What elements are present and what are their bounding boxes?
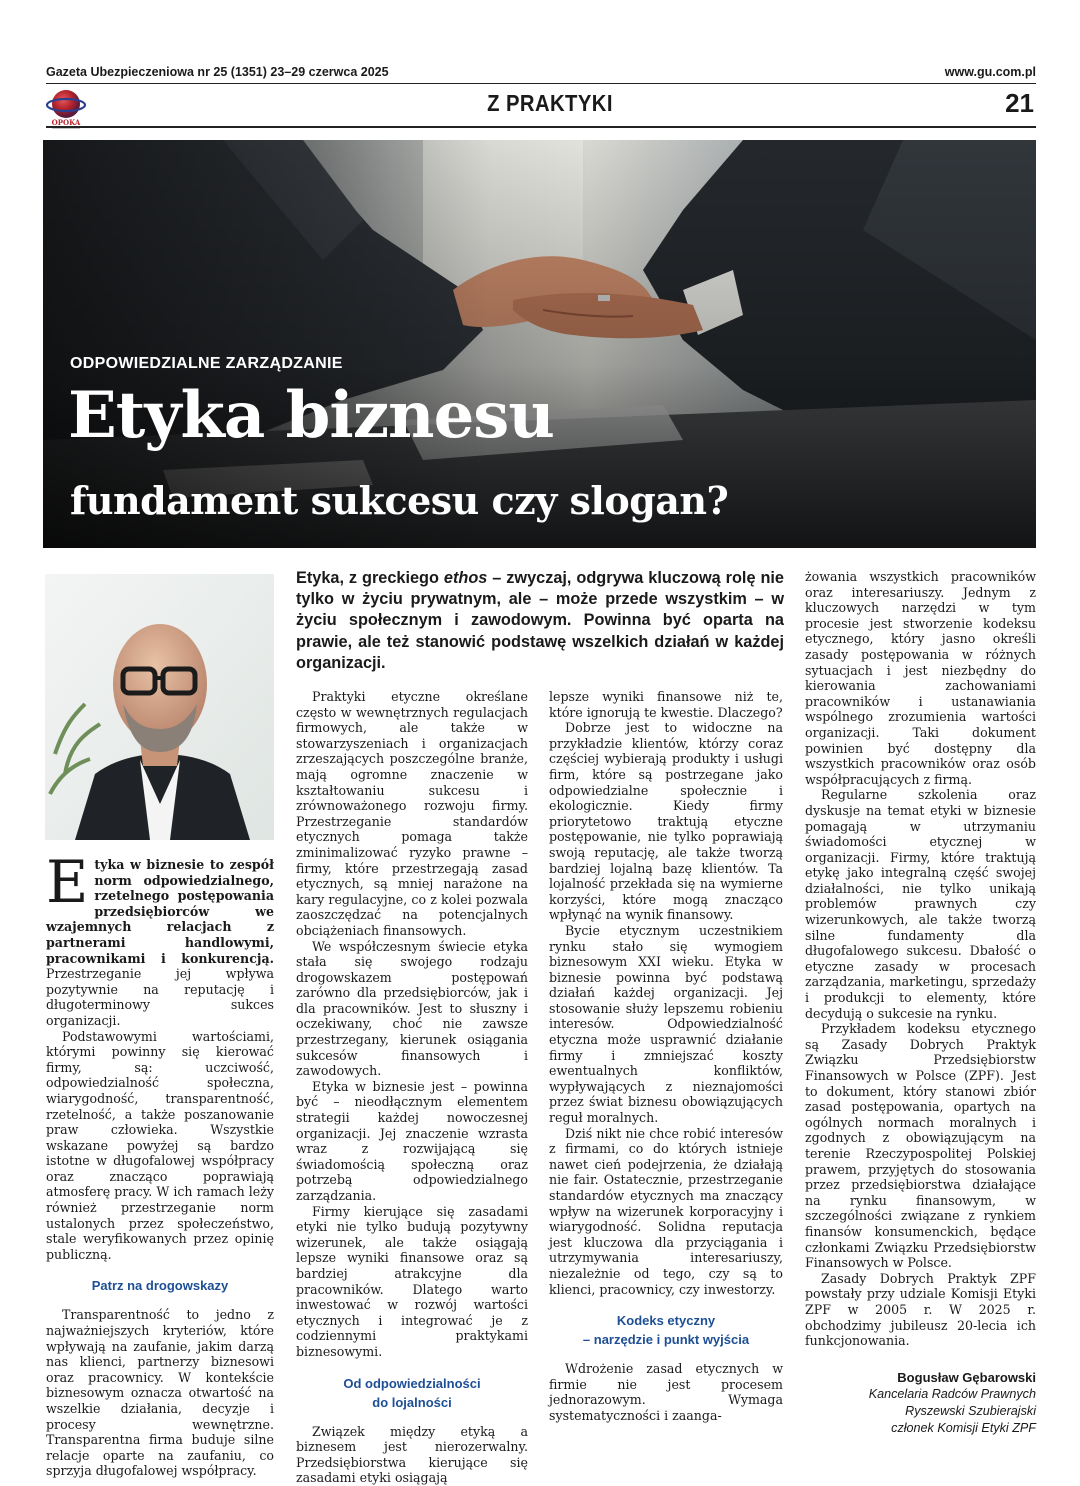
- lead-text-1: Etyka, z greckiego: [296, 569, 444, 587]
- intro-bold: tyka w biznesie to zespół norm odpowiedzialnego, rzetelnego postępowania przedsiębiorców we wzajemnych relacjach z partnerami handlowymi, pracownikami i konkurencją.: [46, 857, 274, 966]
- lead-text-2: – zwyczaj, odgrywa kluczową rolę nie tylko w życiu prywatnym, ale – może przede wszystkim – w życiu społecznym i zawodowym. Powinna być oparta na prawie, ale też stanowić podstawę wszelkich działań w każdej organizacji.: [296, 569, 784, 672]
- article-lead: [296, 568, 784, 674]
- subheading: [549, 1311, 783, 1349]
- paragraph: Dobrze jest to widoczne na przykładzie klientów, którzy coraz częściej wybierają produkty i usługi firm, które są postrzegane jako odpowiedzialne społecznie i ekologicznie. Kiedy firmy priorytetowo traktują etyczne postępowanie, nie tylko poprawiają swoją reputację, ale także tworzą bardziej lojalną bazę klientów. Ta lojalność przekłada się na wymierne korzyści, które mogą znacząco wpłynąć na wynik finansowy.: [549, 720, 783, 923]
- paragraph: Wdrożenie zasad etycznych w firmie nie jest procesem jednorazowym. Wymaga systematyczności i zaanga-: [549, 1361, 783, 1423]
- paragraph: Bycie etycznym uczestnikiem rynku stało się wymogiem biznesowym XXI wieku. Etyka w biznesie powinna być podstawą działań każdej organizacji. Jej stosowanie służy lepszemu robieniu interesów. Odpowiedzialność etyczna może usprawnić działanie firmy i zmniejszać koszty ewentualnych konfliktów, wypływających z nieznajomości przez świat biznesu obowiązujących reguł moralnych.: [549, 922, 783, 1126]
- header-rule: [46, 126, 1036, 128]
- author-photo: [45, 574, 274, 840]
- article-subtitle: fundament sukcesu czy slogan?: [70, 478, 729, 523]
- intro-paragraph: [46, 848, 274, 1029]
- subheading-line-2: – narzędzie i punkt wyjścia: [582, 1332, 750, 1348]
- subheading-line-1: Kodeks etyczny: [616, 1313, 716, 1329]
- paragraph: We współczesnym świecie etyka stała się swojego rodzaju drogowskazem postępowań zarówno dla przedsiębiorców, jak i dla pracowników. Jest to słuszny i oczekiwany, choć nie zawsze przestrzegany, kierunek osiągania sukcesów finansowych i zawodowych.: [296, 938, 528, 1079]
- author-affiliation: Ryszewski Szubierajski: [905, 1403, 1036, 1418]
- hero-kicker: ODPOWIEDZIALNE ZARZĄDZANIE: [70, 355, 343, 372]
- masthead-bar: [46, 63, 1036, 84]
- section-title: Z PRAKTYKI: [487, 90, 613, 116]
- subheading: [296, 1374, 528, 1412]
- paragraph: Praktyki etyczne określane często w wewnętrznych regulacjach firmowych, ale także w stowarzyszeniach i organizacjach zrzeszających poszczególne branże, mają ogromne znaczenie w kształtowaniu sukcesu i zrównoważonego rozwoju firmy. Przestrzeganie standardów etycznych pomaga także zminimalizować ryzyko prawne – firmy, które przestrzegają zasad etycznych, są mniej narażone na kary regulacyjne, co z kolei pozwala zaoszczędzać na potencjalnych obciążeniach finansowych.: [296, 689, 528, 938]
- paragraph: Związek między etyką a biznesem jest nierozerwalny. Przedsiębiorstwa kierujące się zasadami etyki osiągają: [296, 1423, 528, 1486]
- paragraph: żowania wszystkich pracowników oraz interesariuszy. Jednym z kluczowych narzędzi w tym procesie jest stworzenie kodeksu etycznego, który jasno określi zasady postępowania w różnych sytuacjach i jest niezbędny do kierowania zachowaniami pracowników i ustanawiania wspólnego zrozumienia wartości organizacji. Taki dokument powinien być dostępny dla wszystkich pracowników oraz osób współpracujących z firmą.: [805, 569, 1036, 787]
- logo-text: OPOKA: [51, 118, 81, 127]
- subheading-line-2: do lojalności: [372, 1394, 452, 1410]
- lead-ethos: ethos: [443, 569, 488, 587]
- paragraph: Przykładem kodeksu etycznego są Zasady Dobrych Praktyk Związku Przedsiębiorstw Finansowych w Polsce (ZPF). Jest to dokument, który stanowi zbiór zasad postępowania, opartych na ogólnych normach moralnych i zgodnych z obowiązującym na terenie Rzeczypospolitej Polskiej prawem, przyjętych do stosowania przez przedsiębiorstwa działające na rynku finansowym, w szczególności związane z rynkiem finansów konsumenckich, będące członkami Związku Przedsiębiorstw Finansowych w Polsce.: [805, 1021, 1036, 1271]
- paragraph: Firmy kierujące się zasadami etyki nie tylko budują pozytywny wizerunek, ale także osiągają lepsze wyniki finansowe oraz są bardziej atrakcyjne dla pracowników. Dlatego warto inwestować w rozwój wartości etycznych i integrować je z codziennymi praktykami biznesowymi.: [296, 1203, 528, 1359]
- paragraph: Podstawowymi wartościami, którymi powinny się kierować firmy, są: uczciwość, odpowiedzialność społeczna, wiarygodność, transparentność, rzetelność, a także poszanowanie praw człowieka. Wszystkie wskazane powyżej są bardzo istotne w długofalowej współpracy oraz znacząco poprawiają atmosferę pracy. W ich ramach leży również przestrzeganie norm ustalonych przez społeczeństwo, stale weryfikowanych przez opinię publiczną.: [46, 1028, 274, 1262]
- column-2: [296, 689, 528, 1486]
- author-name: Bogusław Gębarowski: [897, 1369, 1036, 1385]
- paragraph: Zasady Dobrych Praktyk ZPF powstały przy udziale Komisji Etyki ZPF w 2005 r. W 2025 r. obchodzimy jubileusz 20-lecia ich funkcjonowania.: [805, 1270, 1036, 1349]
- intro-rest: Przestrzeganie jej wpływa pozytywnie na reputację i długoterminowy sukces organizacji.: [46, 966, 274, 1028]
- page-number: 21: [1005, 88, 1034, 118]
- column-4: [805, 569, 1036, 1437]
- subheading-line-1: Od odpowiedzialności: [343, 1375, 481, 1391]
- column-3: [549, 689, 783, 1424]
- paragraph: Regularne szkolenia oraz dyskusje na temat etyki w biznesie pomagają w utrzymaniu świadomości etycznej w organizacji. Firmy, które traktują etykę jako integralną część swojej działalności, nie tylko unikają problemów prawnych czy wizerunkowych, ale także tworzą silne fundamenty dla długofalowego sukcesu. Dbałość o etyczne zasady w procesach zarządzania, marketingu, sprzedaży i produkcji to elementy, które decydują o sukcesie na rynku.: [805, 787, 1036, 1021]
- drop-cap: E: [46, 848, 89, 916]
- author-signature: [805, 1369, 1036, 1437]
- article-title: Etyka biznesu: [68, 378, 554, 453]
- paragraph: Dziś nikt nie chce robić interesów z firmami, co do których istnieje nawet cień podejrzenia, że działają nie fair. Ostatecznie, przestrzeganie standardów etycznych ma znaczący wpływ na wizerunek korporacyjny i wiarygodność. Solidna reputacja jest kluczowa dla przyciągania i utrzymywania interesariuszy, niezależnie od tego, czy są to klienci, pracownicy, czy inwestorzy.: [549, 1125, 783, 1297]
- publication-info: Gazeta Ubezpieczeniowa nr 25 (1351) 23–29 czerwca 2025: [46, 65, 389, 79]
- author-affiliation: Kancelaria Radców Prawnych: [868, 1386, 1036, 1401]
- subheading: Patrz na drogowskazy: [91, 1278, 229, 1294]
- paragraph: Etyka w biznesie jest – powinna być – nieodłącznym elementem strategii każdej nowoczesnej organizacji. Jej znaczenie wzrasta wraz z rozwijającą się świadomością społeczną oraz potrzebą odpowiedzialnego zarządzania.: [296, 1078, 528, 1203]
- column-1: [46, 848, 274, 1479]
- paragraph: lepsze wyniki finansowe niż te, które ignorują te kwestie. Dlaczego?: [549, 689, 783, 720]
- paragraph: Transparentność to jedno z najważniejszych kryteriów, które wpływają na zaufanie, jakim darzą nas klienci, partnerzy biznesowi oraz pracownicy. W kontekście biznesowym oznacza otwartość na wszelkie działania, decyzje i procesy wewnętrzne. Transparentna firma buduje silne relacje oparte na zaufaniu, co sprzyja długofalowej współpracy.: [46, 1307, 274, 1479]
- author-role: członek Komisji Etyki ZPF: [891, 1420, 1036, 1435]
- opoka-logo: [46, 87, 86, 131]
- website-link[interactable]: www.gu.com.pl: [944, 65, 1036, 79]
